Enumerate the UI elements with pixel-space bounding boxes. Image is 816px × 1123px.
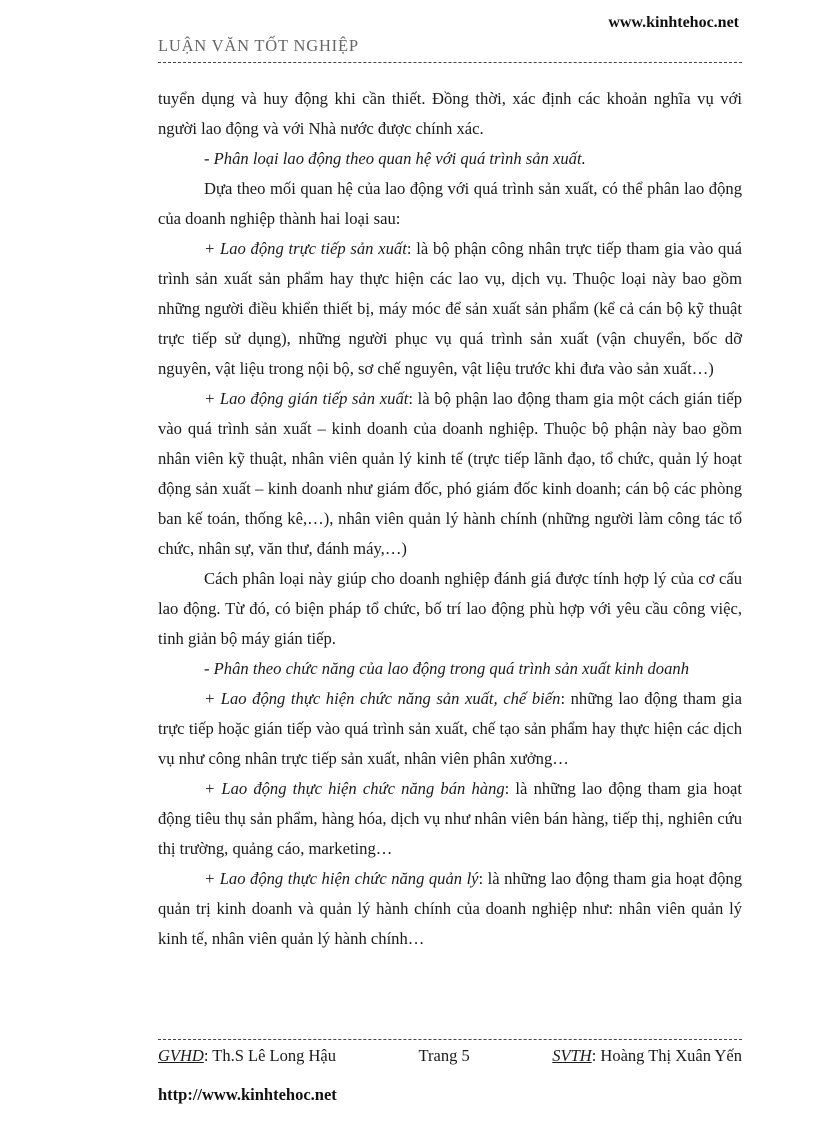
paragraph-8: [158, 684, 742, 774]
footer-student-label: SVTH: [552, 1046, 592, 1065]
footer: [158, 1046, 742, 1066]
paragraph-5-text: : là bộ phận lao động tham gia một cách gián tiếp vào quá trình sản xuất – kinh doanh của doanh nghiệp. Thuộc bộ phận này bao gồm nhân viên kỹ thuật, nhân viên quản lý kinh tế (trực tiếp lãnh đạo, tổ chức, quản lý hoạt động sản xuất – kinh doanh như giám đốc, phó giám đốc kinh doanh; cán bộ các phòng ban kế toán, thống kê,…), nhân viên quản lý hành chính (những người làm công tác tổ chức, nhân sự, văn thư, đánh máy,…): [158, 389, 742, 558]
paragraph-8-term: + Lao động thực hiện chức năng sản xuất, chế biến: [204, 689, 561, 708]
paragraph-4-term: + Lao động trực tiếp sản xuất: [204, 239, 407, 258]
paragraph-2-heading: [158, 144, 742, 174]
paragraph-2-text: - Phân loại lao động theo quan hệ với quá trình sản xuất.: [204, 149, 586, 168]
paragraph-3: Dựa theo mối quan hệ của lao động với quá trình sản xuất, có thể phân lao động của doanh nghiệp thành hai loại sau:: [158, 179, 742, 228]
paragraph-7-text: - Phân theo chức năng của lao động trong quá trình sản xuất kinh doanh: [204, 659, 689, 678]
header-title: LUẬN VĂN TỐT NGHIỆP: [158, 36, 359, 55]
footer-site-url[interactable]: http://www.kinhtehoc.net: [158, 1085, 337, 1104]
document-body: [158, 84, 742, 954]
header-divider: [158, 62, 742, 63]
paragraph-10-text: : là những lao động tham gia hoạt động quản trị kinh doanh và quản lý hành chính của doanh nghiệp như: nhân viên quản lý kinh tế, nhân viên quản lý hành chính…: [158, 869, 742, 948]
paragraph-1: tuyển dụng và huy động khi cần thiết. Đồng thời, xác định các khoản nghĩa vụ với người lao động và với Nhà nước được chính xác.: [158, 89, 742, 138]
paragraph-10: [158, 864, 742, 954]
paragraph-4: [158, 234, 742, 384]
paragraph-5: [158, 384, 742, 564]
footer-student: [552, 1046, 742, 1066]
paragraph-4-text: : là bộ phận công nhân trực tiếp tham gia vào quá trình sản xuất sản phẩm hay thực hiện các lao vụ, dịch vụ. Thuộc loại này bao gồm những người điều khiển thiết bị, máy móc để sản xuất sản phẩm (kể cả cán bộ kỹ thuật trực tiếp sử dụng), những người phục vụ quá trình sản xuất (vận chuyển, bốc dỡ nguyên, vật liệu trong nội bộ, sơ chế nguyên, vật liệu trước khi đưa vào sản xuất…): [158, 239, 742, 378]
footer-divider: [158, 1039, 742, 1040]
paragraph-9-term: + Lao động thực hiện chức năng bán hàng: [204, 779, 505, 798]
paragraph-8-text: : những lao động tham gia trực tiếp hoặc gián tiếp vào quá trình sản xuất, chế tạo sản phẩm hay thực hiện các dịch vụ như công nhân trực tiếp sản xuất, nhân viên phân xưởng…: [158, 689, 742, 768]
paragraph-6: Cách phân loại này giúp cho doanh nghiệp đánh giá được tính hợp lý của cơ cấu lao động. Từ đó, có biện pháp tổ chức, bố trí lao động phù hợp với yêu cầu công việc, tinh giản bộ máy gián tiếp.: [158, 569, 742, 648]
paragraph-5-term: + Lao động gián tiếp sản xuất: [204, 389, 409, 408]
paragraph-9-text: : là những lao động tham gia hoạt động tiêu thụ sản phẩm, hàng hóa, dịch vụ như nhân viên bán hàng, tiếp thị, nghiên cứu thị trường, quảng cáo, marketing…: [158, 779, 742, 858]
paragraph-10-term: + Lao động thực hiện chức năng quản lý: [204, 869, 479, 888]
header-site-url[interactable]: www.kinhtehoc.net: [608, 14, 739, 31]
paragraph-9: [158, 774, 742, 864]
footer-advisor: [158, 1046, 336, 1066]
footer-advisor-value: : Th.S Lê Long Hậu: [203, 1046, 336, 1065]
footer-student-value: : Hoàng Thị Xuân Yến: [591, 1046, 742, 1065]
footer-page-number: Trang 5: [418, 1046, 470, 1065]
footer-advisor-label: GVHD: [158, 1046, 204, 1065]
paragraph-7-heading: [158, 654, 742, 684]
